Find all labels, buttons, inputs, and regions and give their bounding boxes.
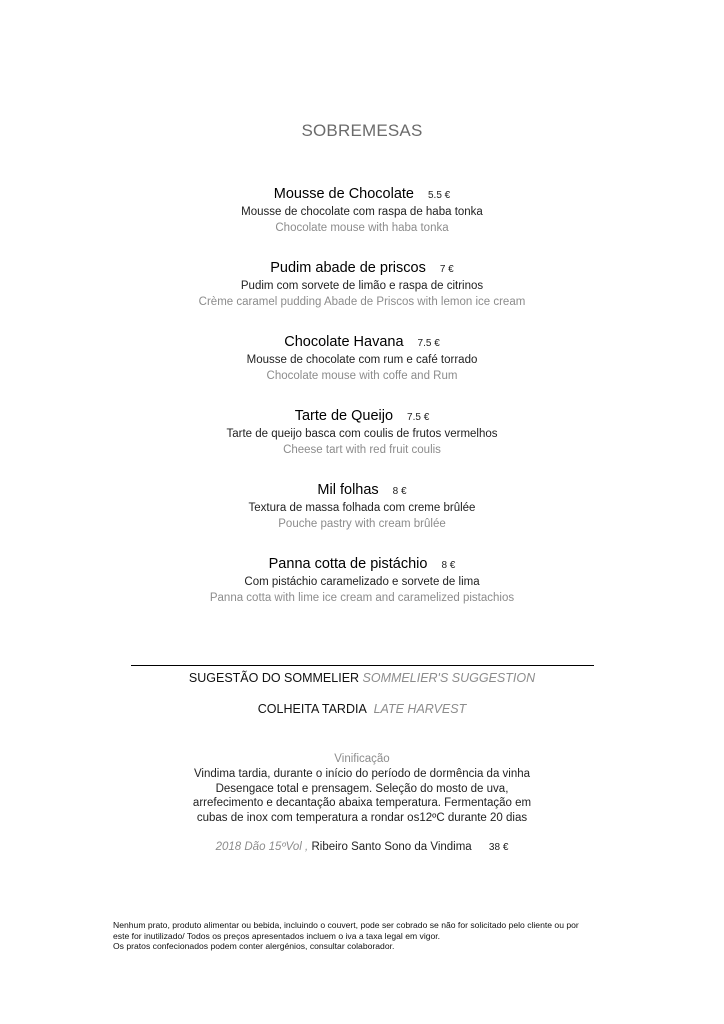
dish-item — [0, 481, 724, 532]
sommelier-heading — [0, 671, 724, 685]
dish-name: Pudim abade de priscos — [270, 260, 426, 276]
vinification-line: Desengace total e prensagem. Seleção do mosto de uva, — [215, 782, 509, 795]
vinification-line: Vindima tardia, durante o início do período de dormência da vinha — [193, 768, 531, 780]
dish-price: 7 € — [439, 264, 454, 275]
dish-description-pt: Com pistáchio caramelizado e sorvete de lima — [244, 576, 480, 588]
dish-item — [0, 555, 724, 606]
vinification-line: cubas de inox com temperatura a rondar os12ºC durante 20 dias — [196, 811, 528, 824]
dish-description-en: Crème caramel pudding Abade de Priscos with lemon ice cream — [198, 296, 526, 308]
footer-line: Nenhum prato, produto alimentar ou bebida, incluindo o couvert, pode ser cobrado se não for solicitado pelo cliente ou por — [113, 920, 579, 930]
wine-item — [0, 841, 724, 853]
dish-description-en: Cheese tart with red fruit coulis — [283, 444, 441, 456]
harvest-heading-pt: COLHEITA TARDIA — [257, 702, 367, 716]
dish-price: 8 € — [441, 560, 456, 571]
dish-description-pt: Pudim com sorvete de limão e raspa de citrinos — [240, 280, 484, 292]
wine-details: 2018 Dão 15ºVol , — [215, 841, 309, 853]
sommelier-heading-pt: SUGESTÃO DO SOMMELIER — [188, 671, 360, 685]
dish-description-pt: Mousse de chocolate com rum e café torrado — [246, 354, 478, 366]
dish-description-en: Chocolate mouse with coffe and Rum — [266, 370, 458, 382]
dish-name: Chocolate Havana — [284, 334, 404, 350]
harvest-heading — [0, 702, 724, 716]
dish-description-pt: Tarte de queijo basca com coulis de frutos vermelhos — [226, 428, 498, 440]
dish-item — [0, 407, 724, 458]
dish-price: 5.5 € — [428, 190, 451, 201]
dish-description-pt: Textura de massa folhada com creme brûlée — [248, 502, 476, 514]
dish-price: 7.5 € — [407, 412, 430, 423]
wine-price: 38 € — [488, 842, 509, 853]
dish-price: 8 € — [392, 486, 407, 497]
footer-notice — [113, 920, 643, 952]
footer-line: Os pratos confecionados podem conter alergénios, consultar colaborador. — [113, 941, 395, 951]
dish-item — [0, 333, 724, 384]
vinification-title: Vinificação — [334, 753, 390, 765]
dish-description-en: Chocolate mouse with haba tonka — [275, 222, 449, 234]
footer-line: este for inutilizado/ Todos os preços apresentados incluem o iva a taxa legal em vigor. — [113, 930, 441, 941]
dish-description-en: Pouche pastry with cream brûlée — [278, 518, 446, 530]
wine-name: Ribeiro Santo Sono da Vindima — [311, 841, 472, 853]
dish-item — [0, 185, 724, 236]
vinification-text — [0, 767, 724, 825]
sommelier-heading-en: SOMMELIER'S SUGGESTION — [362, 671, 536, 685]
dish-price: 7.5 € — [417, 338, 440, 349]
dish-description-pt: Mousse de chocolate com raspa de haba tonka — [241, 206, 483, 218]
dish-name: Mil folhas — [317, 482, 379, 498]
page-title: SOBREMESAS — [301, 121, 423, 140]
dish-item — [0, 259, 724, 310]
harvest-heading-en: LATE HARVEST — [373, 702, 467, 716]
dish-name: Mousse de Chocolate — [273, 186, 414, 202]
dish-name: Tarte de Queijo — [294, 408, 394, 424]
dish-description-en: Panna cotta with lime ice cream and caramelized pistachios — [209, 592, 515, 604]
dish-name: Panna cotta de pistáchio — [268, 556, 428, 572]
vinification-line: arrefecimento e decantação abaixa temperatura. Fermentação em — [192, 797, 532, 809]
section-divider — [131, 665, 594, 666]
